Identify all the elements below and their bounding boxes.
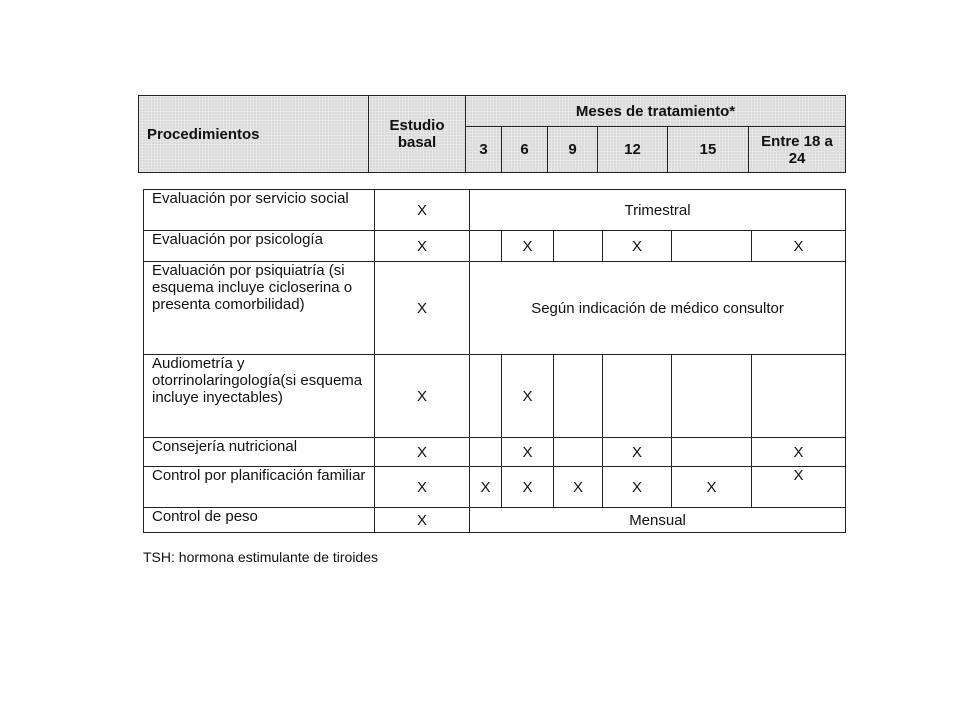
table-row <box>144 508 846 533</box>
month-3-cell <box>470 438 502 467</box>
month-12-mark: X <box>603 231 672 262</box>
row-label: Control por planificación familiar <box>144 467 375 508</box>
month-15-cell <box>672 231 752 262</box>
procedures-table <box>143 189 846 533</box>
basal-mark: X <box>375 262 470 355</box>
month-3-cell <box>470 355 502 438</box>
month-15-mark: X <box>672 467 752 508</box>
month-18-24-cell <box>752 355 846 438</box>
frequency-text: Trimestral <box>470 190 846 231</box>
header-table <box>138 95 846 173</box>
row-label: Evaluación por psiquiatría (si esquema incluye cicloserina o presenta comorbilidad) <box>144 262 375 355</box>
month-3-mark: X <box>470 467 502 508</box>
header-month-12: 12 <box>598 127 668 173</box>
basal-mark: X <box>375 508 470 533</box>
basal-mark: X <box>375 190 470 231</box>
month-9-cell <box>554 438 603 467</box>
month-18-24-mark: X <box>752 231 846 262</box>
footnote: TSH: hormona estimulante de tiroides <box>143 549 378 565</box>
month-6-mark: X <box>502 231 554 262</box>
header-meses: Meses de tratamiento* <box>466 96 846 127</box>
header-month-18-24: Entre 18 a 24 <box>749 127 846 173</box>
table-row <box>144 190 846 231</box>
month-12-cell <box>603 355 672 438</box>
month-6-mark: X <box>502 467 554 508</box>
month-18-24-mark: X <box>752 467 846 508</box>
month-15-cell <box>672 355 752 438</box>
header-month-3: 3 <box>466 127 502 173</box>
header-month-9: 9 <box>548 127 598 173</box>
month-15-cell <box>672 438 752 467</box>
month-6-mark: X <box>502 438 554 467</box>
month-18-24-mark: X <box>752 438 846 467</box>
row-label: Audiometría y otorrinolaringología(si esquema incluye inyectables) <box>144 355 375 438</box>
header-month-15: 15 <box>668 127 749 173</box>
basal-mark: X <box>375 438 470 467</box>
month-9-cell <box>554 231 603 262</box>
header-procedimientos: Procedimientos <box>139 96 369 173</box>
basal-mark: X <box>375 355 470 438</box>
table-row <box>144 467 846 508</box>
frequency-text: Mensual <box>470 508 846 533</box>
row-label: Evaluación por psicología <box>144 231 375 262</box>
month-12-mark: X <box>603 467 672 508</box>
month-3-cell <box>470 231 502 262</box>
month-9-mark: X <box>554 467 603 508</box>
table-row <box>144 262 846 355</box>
table-row <box>144 438 846 467</box>
month-12-mark: X <box>603 438 672 467</box>
table-row <box>144 231 846 262</box>
table-row <box>144 355 846 438</box>
row-label: Control de peso <box>144 508 375 533</box>
row-label: Evaluación por servicio social <box>144 190 375 231</box>
month-9-cell <box>554 355 603 438</box>
row-label: Consejería nutricional <box>144 438 375 467</box>
month-6-mark: X <box>502 355 554 438</box>
frequency-text: Según indicación de médico consultor <box>470 262 846 355</box>
header-estudio-basal: Estudio basal <box>369 96 466 173</box>
basal-mark: X <box>375 467 470 508</box>
basal-mark: X <box>375 231 470 262</box>
header-month-6: 6 <box>502 127 548 173</box>
